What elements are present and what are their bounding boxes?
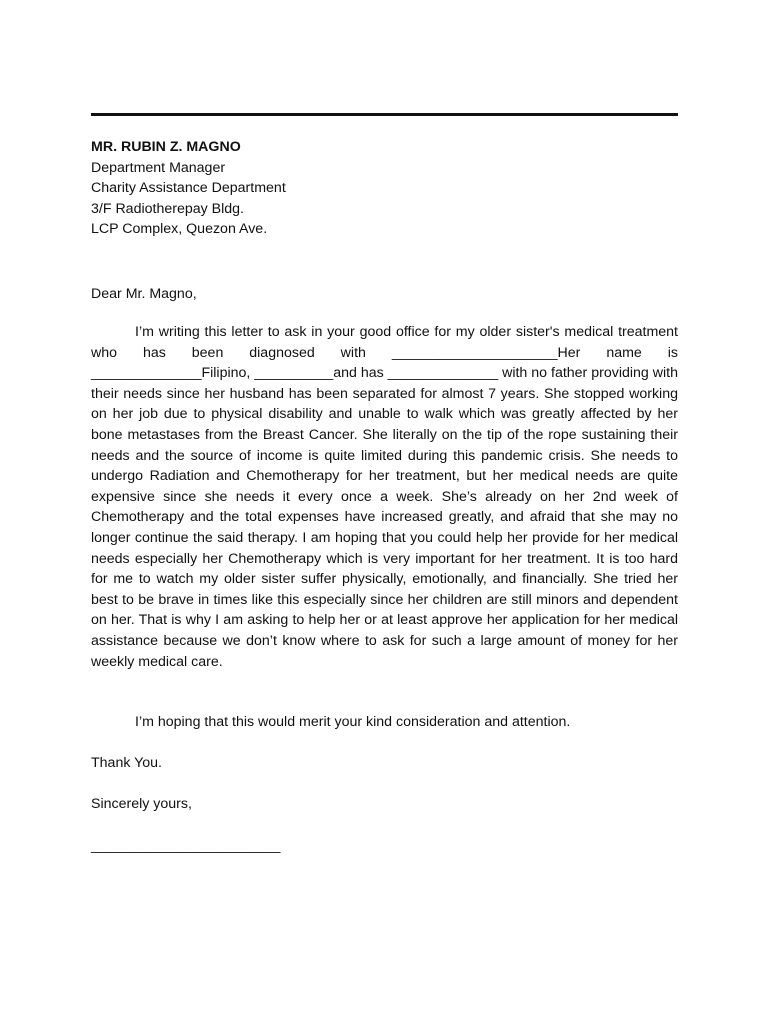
recipient-address: LCP Complex, Quezon Ave.: [91, 221, 268, 238]
body-paragraph: I’m writing this letter to ask in your good office for my older sister's medical treatment who has been diagnosed with _____________________Her name is ______________Filipino, __________and has ______________ with no father providing with their needs since her husband has been separated for almost 7 years. She stopped working on her job due to physical disability and unable to walk which was greatly affected by her bone metastases from the Breast Cancer. She literally on the tip of the rope sustaining their needs and the source of income is quite limited during this pandemic crisis. She needs to undergo Radiation and Chemotherapy for her treatment, but her medical needs are quite expensive since she needs it every once a week. She’s already on her 2nd week of Chemotherapy and the total expenses have increased greatly, and afraid that she may no longer continue the said therapy. I am hoping that you could help her provide for her medical needs especially her Chemotherapy which is very important for her treatment. It is too hard for me to watch my older sister suffer physically, emotionally, and financially. She tried her best to be brave in times like this especially since her children are still minors and dependent on her. That is why I am asking to help her or at least approve her application for her medical assistance because we don’t know where to ask for such a large amount of money for her weekly medical care.: [91, 324, 678, 670]
recipient-department: Charity Assistance Department: [91, 180, 286, 197]
closing-paragraph: I’m hoping that this would merit your kind consideration and attention.: [135, 714, 571, 730]
recipient-name: MR. RUBIN Z. MAGNO: [91, 139, 241, 155]
thanks-line: Thank You.: [91, 755, 162, 771]
salutation: Dear Mr. Magno,: [91, 286, 197, 302]
sign-off: Sincerely yours,: [91, 796, 192, 812]
header-rule: [91, 113, 678, 116]
recipient-building: 3/F Radiotherepay Bldg.: [91, 200, 245, 217]
recipient-title: Department Manager: [91, 159, 226, 176]
signature-line: ________________________: [91, 838, 281, 854]
recipient-address-block: [91, 137, 678, 240]
